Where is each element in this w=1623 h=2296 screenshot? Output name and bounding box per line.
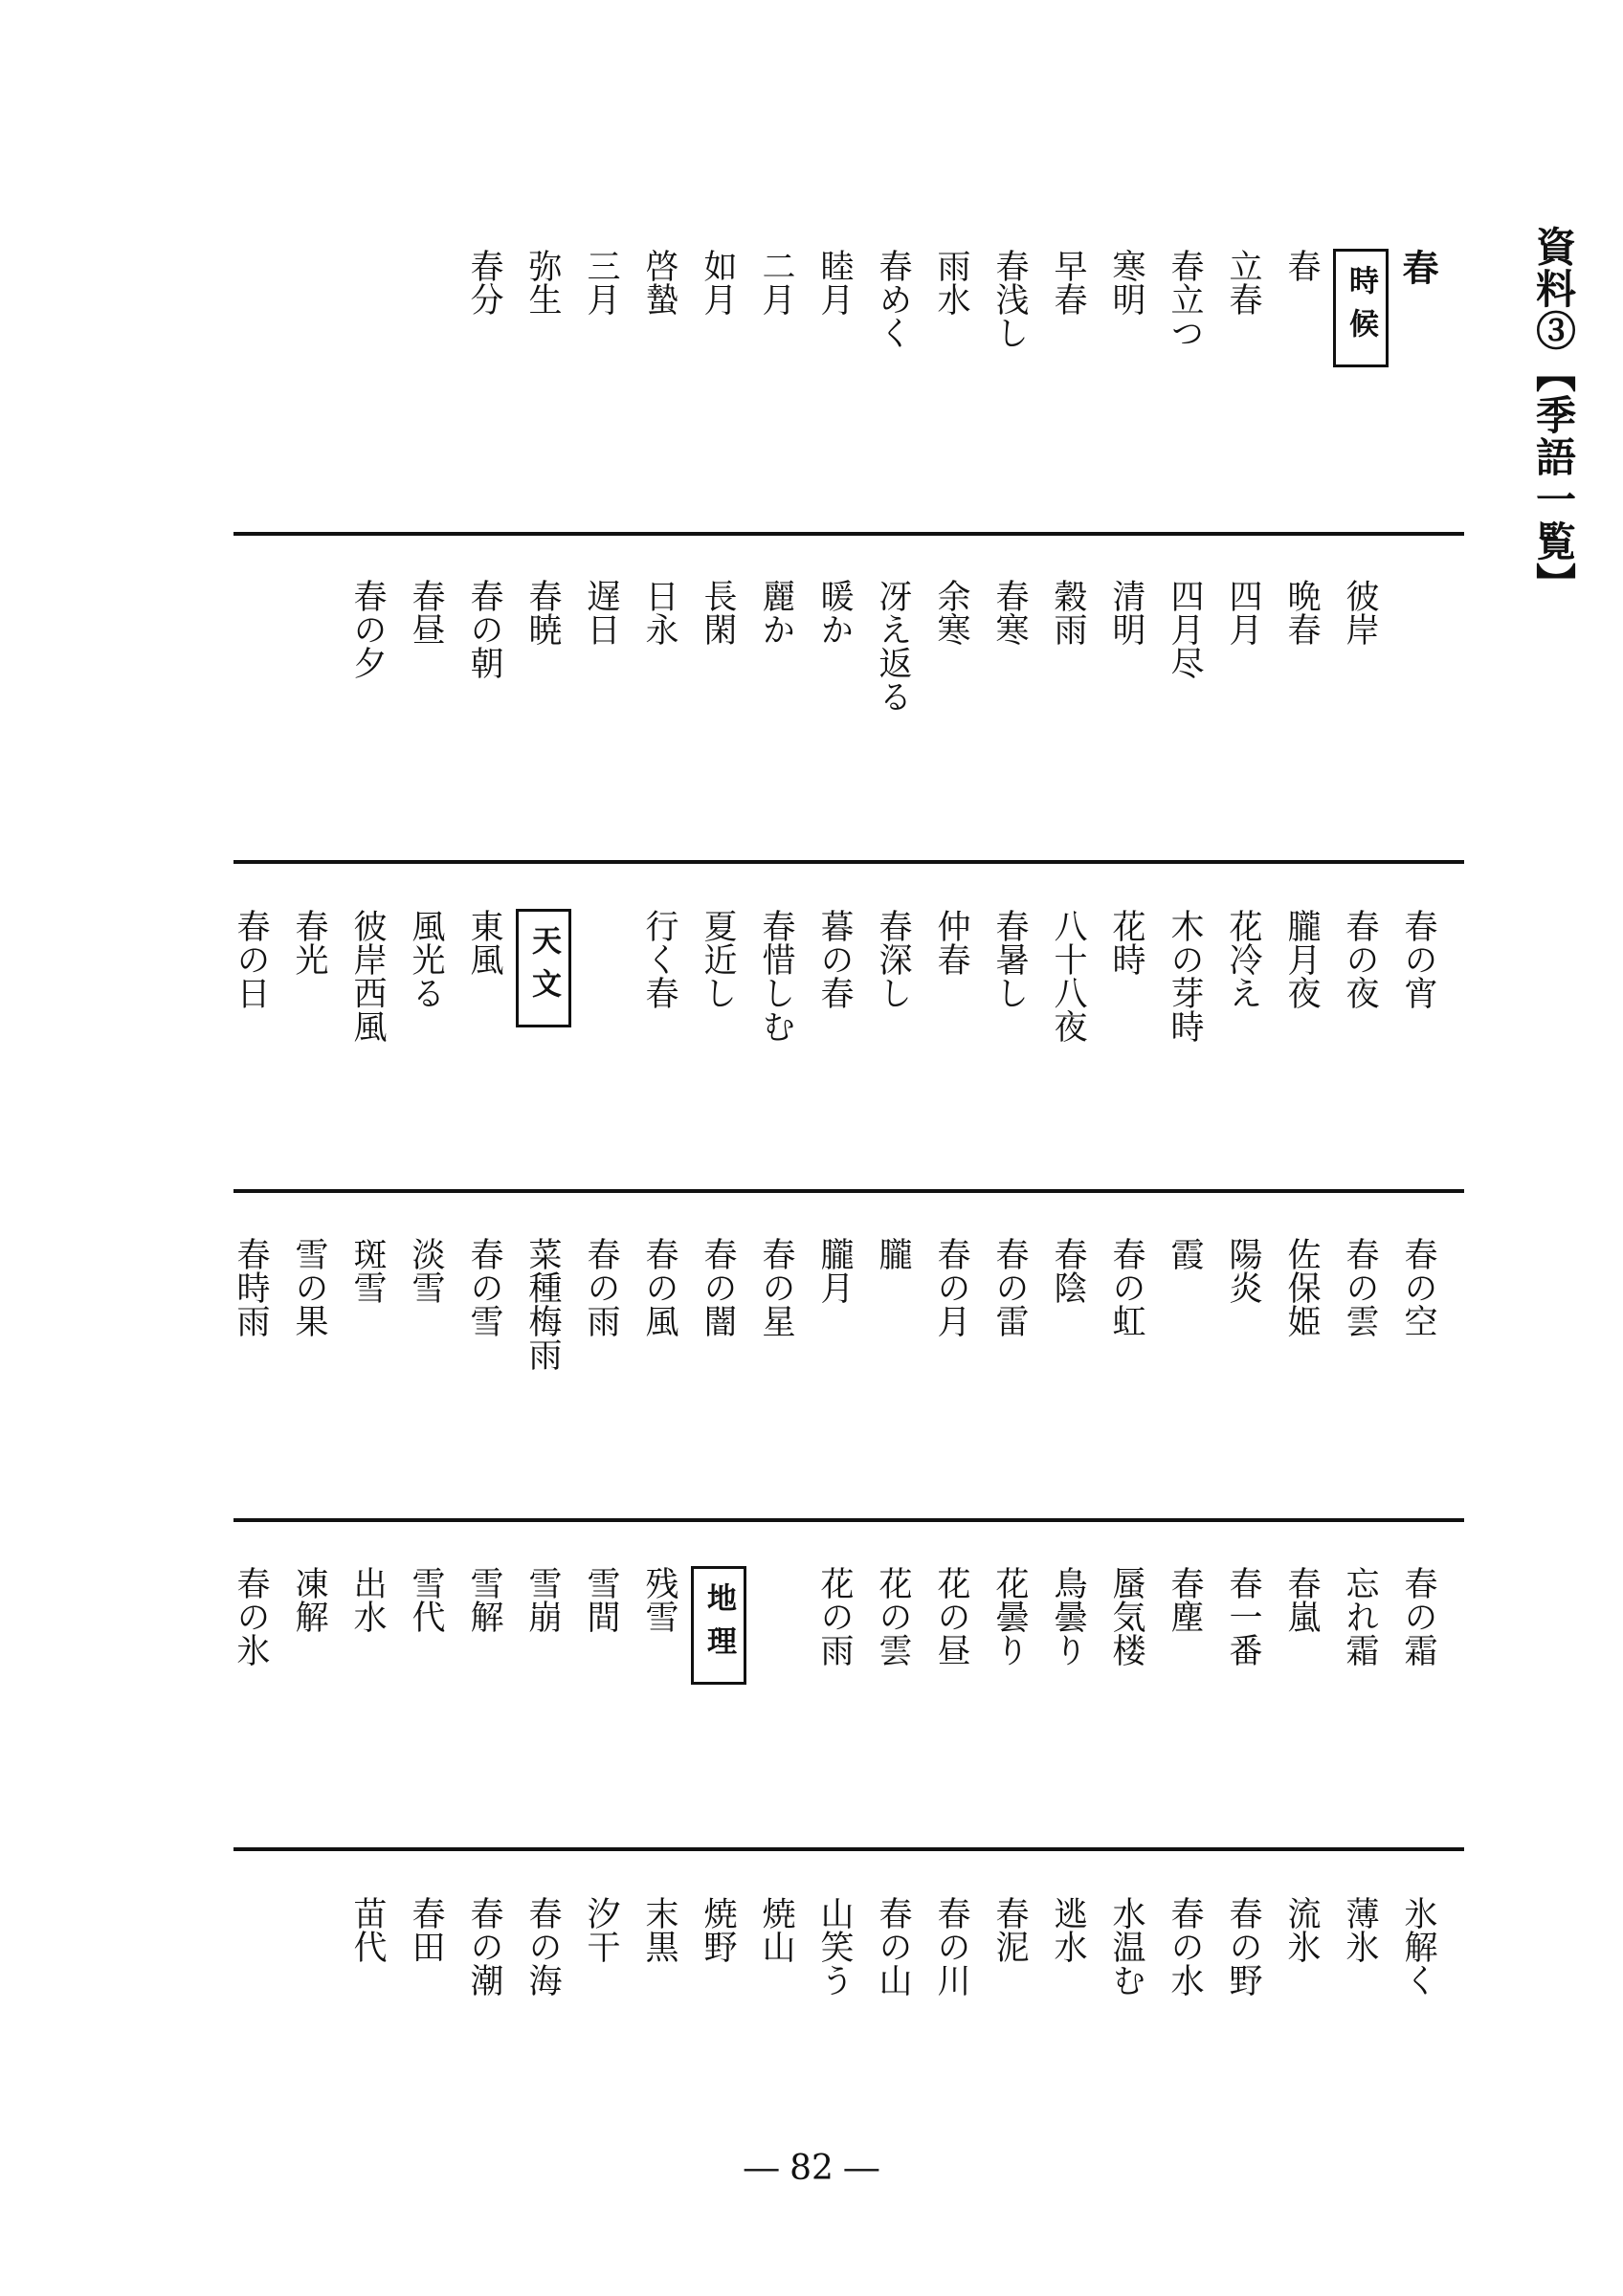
- kigo-entry: 春の風: [640, 1237, 678, 1337]
- kigo-entry: 春一番: [1224, 1566, 1262, 1667]
- kigo-entry: 花の昼: [932, 1566, 970, 1667]
- kigo-entry: 穀雨: [1049, 579, 1087, 646]
- kigo-entry: 雪間: [582, 1566, 620, 1633]
- kigo-entry: 菜種梅雨: [523, 1237, 562, 1371]
- category-box: 天文: [516, 909, 571, 1027]
- divider-4: [233, 1518, 1464, 1522]
- kigo-entry: 雪の果: [290, 1237, 328, 1337]
- kigo-entry: 春の海: [523, 1896, 562, 1997]
- kigo-entry: 春の闇: [699, 1237, 737, 1337]
- kigo-entry: 春陰: [1049, 1237, 1087, 1304]
- kigo-entry: 三月: [582, 249, 620, 316]
- kigo-entry: 麗か: [757, 579, 795, 646]
- kigo-entry: 早春: [1049, 249, 1087, 316]
- kigo-entry: 蜃気楼: [1107, 1566, 1145, 1667]
- kigo-entry: 春深し: [874, 909, 912, 1009]
- kigo-entry: 春の雨: [582, 1237, 620, 1337]
- kigo-entry: 花の雨: [815, 1566, 854, 1667]
- kigo-entry: 余寒: [932, 579, 970, 646]
- kigo-entry: 木の芽時: [1166, 909, 1204, 1043]
- kigo-entry: 春田: [407, 1896, 445, 1963]
- kigo-entry: 春浅し: [990, 249, 1029, 349]
- kigo-entry: 春: [1282, 249, 1321, 282]
- category-label-chiri: [688, 1566, 746, 1843]
- kigo-entry: 長閑: [699, 579, 737, 646]
- kigo-entry: 春の雷: [990, 1237, 1029, 1337]
- kigo-entry: 出水: [348, 1566, 387, 1633]
- page-header: 資料③【季語一覧】: [1530, 226, 1577, 605]
- kigo-entry: 晩春: [1282, 579, 1321, 646]
- divider-2: [233, 860, 1464, 864]
- kigo-entry: 雨水: [932, 249, 970, 316]
- kigo-entry: 暖か: [815, 579, 854, 646]
- kigo-entry: 花時: [1107, 909, 1145, 976]
- kigo-entry: 斑雪: [348, 1237, 387, 1304]
- kigo-entry: 雪解: [465, 1566, 503, 1633]
- column-spacer: [571, 909, 630, 1186]
- category-label-jikou: [1330, 249, 1389, 526]
- kigo-entry: 春塵: [1166, 1566, 1204, 1633]
- kigo-entry: 春の宵: [1399, 909, 1437, 1009]
- kigo-entry: 春嵐: [1282, 1566, 1321, 1633]
- kigo-entry: 凍解: [290, 1566, 328, 1633]
- kigo-entry: 雪代: [407, 1566, 445, 1633]
- kigo-entry: 春の水: [1166, 1896, 1204, 1997]
- kigo-entry: 八十八夜: [1049, 909, 1087, 1043]
- kigo-entry: 春分: [465, 249, 503, 316]
- kigo-entry: 冴え返る: [874, 579, 912, 713]
- kigo-entry: 春暁: [523, 579, 562, 646]
- divider-5: [233, 1847, 1464, 1851]
- kigo-entry: 氷解く: [1399, 1896, 1437, 1997]
- divider-1: [233, 532, 1464, 536]
- kigo-entry: 逃水: [1049, 1896, 1087, 1963]
- page-number: ― 82 ―: [744, 2149, 879, 2188]
- kigo-entry: 雪崩: [523, 1566, 562, 1633]
- kigo-entry: 忘れ霜: [1341, 1566, 1379, 1667]
- kigo-entry: 風光る: [407, 909, 445, 1009]
- kigo-entry: 東風: [465, 909, 503, 976]
- kigo-entry: 春の日: [232, 909, 270, 1009]
- kigo-entry: 流氷: [1282, 1896, 1321, 1963]
- kigo-band-3: [233, 909, 1464, 1186]
- kigo-entry: 残雪: [640, 1566, 678, 1633]
- column-spacer: [1389, 579, 1447, 856]
- kigo-entry: 汐干: [582, 1896, 620, 1963]
- kigo-entry: 春の月: [932, 1237, 970, 1337]
- kigo-entry: 立春: [1224, 249, 1262, 316]
- kigo-entry: 春の空: [1399, 1237, 1437, 1337]
- kigo-entry: 春の朝: [465, 579, 503, 679]
- kigo-entry: 山笑う: [815, 1896, 854, 1997]
- kigo-entry: 春時雨: [232, 1237, 270, 1337]
- season-heading: 春: [1396, 249, 1439, 285]
- category-box: 時候: [1333, 249, 1389, 367]
- kigo-entry: 朧月夜: [1282, 909, 1321, 1009]
- kigo-entry: 春の夜: [1341, 909, 1379, 1009]
- kigo-entry: 花冷え: [1224, 909, 1262, 1009]
- kigo-entry: 遅日: [582, 579, 620, 646]
- category-box: 地理: [691, 1566, 746, 1685]
- kigo-entry: 仲春: [932, 909, 970, 976]
- kigo-entry: 暮の春: [815, 909, 854, 1009]
- kigo-entry: 寒明: [1107, 249, 1145, 316]
- kigo-entry: 春泥: [990, 1896, 1029, 1963]
- kigo-entry: 睦月: [815, 249, 854, 316]
- kigo-entry: 淡雪: [407, 1237, 445, 1304]
- kigo-entry: 夏近し: [699, 909, 737, 1009]
- kigo-band-1: [233, 249, 1464, 526]
- kigo-entry: 焼野: [699, 1896, 737, 1963]
- kigo-entry: 春の野: [1224, 1896, 1262, 1997]
- kigo-entry: 薄氷: [1341, 1896, 1379, 1963]
- kigo-entry: 霞: [1166, 1237, 1204, 1270]
- kigo-entry: 春立つ: [1166, 249, 1204, 349]
- kigo-entry: 日永: [640, 579, 678, 646]
- kigo-entry: 春寒: [990, 579, 1029, 646]
- column-spacer: [746, 1566, 805, 1843]
- kigo-entry: 朧: [874, 1237, 912, 1270]
- kigo-entry: 彼岸西風: [348, 909, 387, 1043]
- kigo-entry: 花曇り: [990, 1566, 1029, 1667]
- category-label-tenmon: [513, 909, 571, 1186]
- kigo-entry: 春の山: [874, 1896, 912, 1997]
- kigo-entry: 春の虹: [1107, 1237, 1145, 1337]
- kigo-entry: 啓蟄: [640, 249, 678, 316]
- kigo-entry: 弥生: [523, 249, 562, 316]
- kigo-entry: 春の雪: [465, 1237, 503, 1337]
- kigo-band-4: [233, 1237, 1464, 1514]
- kigo-entry: 苗代: [348, 1896, 387, 1963]
- kigo-entry: 末黒: [640, 1896, 678, 1963]
- kigo-entry: 朧月: [815, 1237, 854, 1304]
- kigo-entry: 清明: [1107, 579, 1145, 646]
- kigo-band-6: [233, 1896, 1464, 2174]
- kigo-entry: 鳥曇り: [1049, 1566, 1087, 1667]
- kigo-entry: 行く春: [640, 909, 678, 1009]
- kigo-entry: 四月: [1224, 579, 1262, 646]
- kigo-entry: 如月: [699, 249, 737, 316]
- kigo-entry: 春昼: [407, 579, 445, 646]
- kigo-entry: 焼山: [757, 1896, 795, 1963]
- kigo-entry: 水温む: [1107, 1896, 1145, 1997]
- kigo-entry: 春の夕: [348, 579, 387, 679]
- kigo-entry: 春の雲: [1341, 1237, 1379, 1337]
- kigo-band-2: [233, 579, 1464, 856]
- divider-3: [233, 1189, 1464, 1193]
- kigo-entry: 春の氷: [232, 1566, 270, 1667]
- kigo-entry: 春めく: [874, 249, 912, 349]
- kigo-entry: 春惜しむ: [757, 909, 795, 1043]
- kigo-entry: 彼岸: [1341, 579, 1379, 646]
- kigo-entry: 陽炎: [1224, 1237, 1262, 1304]
- kigo-entry: 四月尽: [1166, 579, 1204, 679]
- kigo-entry: 佐保姫: [1282, 1237, 1321, 1337]
- kigo-band-5: [233, 1566, 1464, 1843]
- kigo-entry: 春の星: [757, 1237, 795, 1337]
- kigo-entry: 春の潮: [465, 1896, 503, 1997]
- kigo-entry: 春の霜: [1399, 1566, 1437, 1667]
- kigo-entry: 春の川: [932, 1896, 970, 1997]
- kigo-entry: 春光: [290, 909, 328, 976]
- kigo-entry: 二月: [757, 249, 795, 316]
- kigo-entry: 春暑し: [990, 909, 1029, 1009]
- kigo-entry: 花の雲: [874, 1566, 912, 1667]
